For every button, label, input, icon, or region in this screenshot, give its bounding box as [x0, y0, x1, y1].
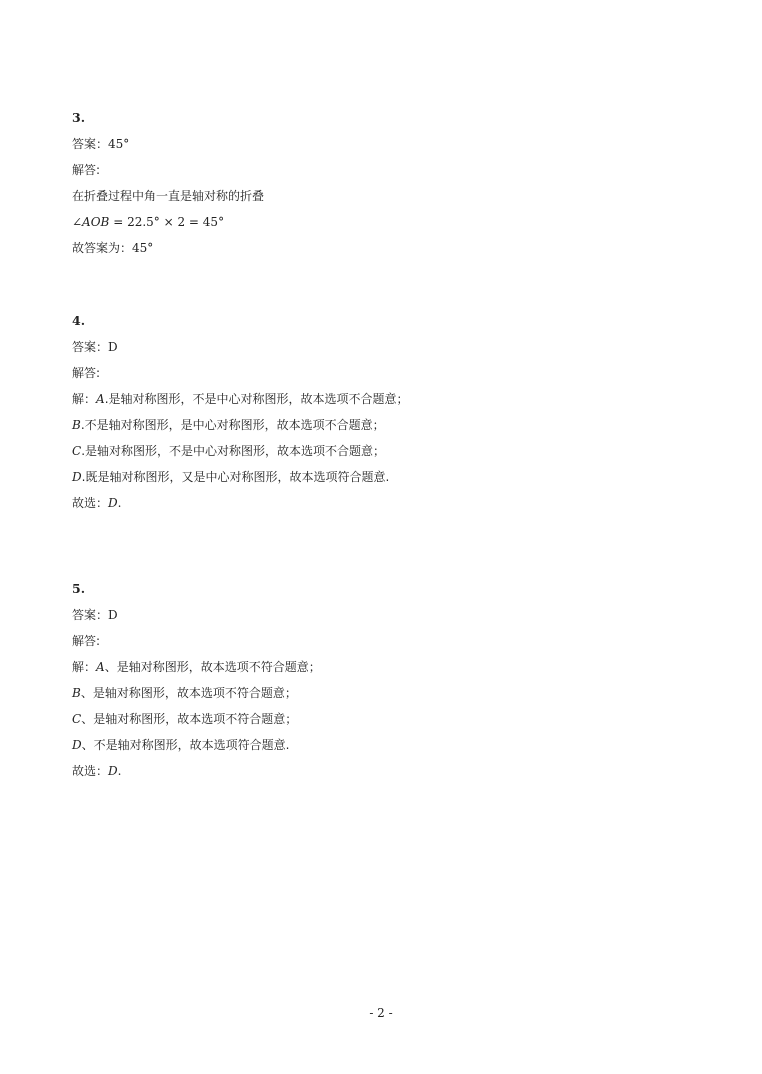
choice-label: 故选： [72, 764, 109, 778]
option-letter: A [96, 660, 105, 674]
answer-value: D [108, 608, 118, 622]
formula-angle: ∠AOB [72, 215, 110, 229]
solution-line: B、是轴对称图形，故本选项不符合题意； [72, 686, 297, 700]
solution-label: 解答: [72, 634, 101, 648]
solution-line: D.既是轴对称图形，又是中心对称图形，故本选项符合题意. [72, 470, 390, 484]
solution-line: 解：A.是轴对称图形，不是中心对称图形，故本选项不合题意； [72, 392, 409, 406]
question-number: 5. [72, 581, 86, 596]
choice-value: D [108, 496, 118, 510]
choice-line: 故选：D. [72, 496, 122, 510]
question-4 [72, 308, 712, 516]
option-letter: D [72, 470, 82, 484]
solution-line: B.不是轴对称图形，是中心对称图形，故本选项不合题意； [72, 418, 385, 432]
choice-label: 故选： [72, 496, 109, 510]
option-letter: B [72, 418, 81, 432]
solution-label: 解答: [72, 163, 101, 177]
formula-rest: = 22.5° × 2 = 45° [109, 215, 225, 229]
conclusion-line [72, 235, 712, 261]
option-letter: B [72, 686, 81, 700]
solution-text: 在折叠过程中角一直是轴对称的折叠 [72, 189, 265, 203]
answer-label: 答案： [72, 137, 109, 151]
option-letter: C [72, 712, 82, 726]
solution-line: C.是轴对称图形，不是中心对称图形，故本选项不合题意； [72, 444, 386, 458]
answer-value: D [108, 340, 118, 354]
solution-label: 解答: [72, 366, 101, 380]
answer-label: 答案： [72, 608, 109, 622]
choice-line: 故选：D. [72, 764, 122, 778]
page-number: - 2 - [369, 1006, 393, 1020]
question-number: 3. [72, 110, 86, 125]
solution-line: D、不是轴对称图形，故本选项符合题意. [72, 738, 290, 752]
answer-line [72, 602, 712, 628]
answer-line [72, 131, 712, 157]
answer-label: 答案： [72, 340, 109, 354]
option-letter: D [72, 738, 82, 752]
conclusion-value: 45° [132, 241, 154, 255]
option-letter: C [72, 444, 82, 458]
question-3 [72, 105, 712, 261]
choice-value: D [108, 764, 118, 778]
option-letter: A [96, 392, 105, 406]
answer-value: 45° [108, 137, 130, 151]
answer-line [72, 334, 712, 360]
question-5 [72, 576, 712, 784]
solution-line: 解：A、是轴对称图形，故本选项不符合题意； [72, 660, 321, 674]
conclusion-label: 故答案为： [72, 241, 133, 255]
solution-formula [72, 209, 712, 235]
solution-line: C、是轴对称图形，故本选项不符合题意； [72, 712, 298, 726]
question-number: 4. [72, 313, 86, 328]
